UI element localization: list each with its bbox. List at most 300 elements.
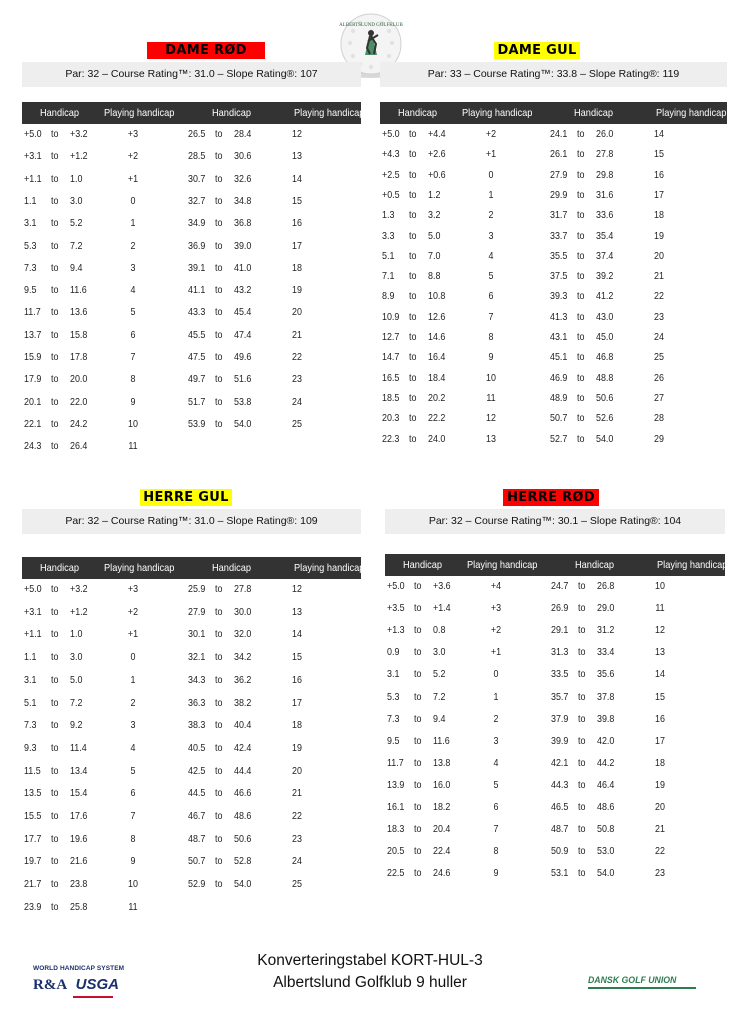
handicap-to: 45.4 [233,306,251,319]
handicap-to: 9.4 [433,712,446,725]
handicap-from: 33.5 [551,668,569,681]
range-to-label: to [51,194,59,207]
handicap-from: 7.3 [24,719,37,732]
range-to-label: to [576,168,584,181]
handicap-from: 47.5 [187,351,205,363]
range-to-label: to [214,239,222,252]
range-to-label: to [409,331,417,343]
range-to-label: to [214,150,222,163]
playing-handicap-value: 18 [655,756,665,769]
playing-handicap-value: 23 [291,832,302,845]
playing-handicap-value: 19 [655,778,665,791]
handicap-from: 26.1 [549,148,567,161]
usga-underline [73,996,113,998]
handicap-from: +2.5 [382,168,400,181]
handicap-from: 24.1 [549,128,567,140]
handicap-to: 41.2 [595,290,613,303]
range-to-label: to [576,229,584,242]
handicap-from: 40.5 [187,741,205,754]
playing-handicap-value: 10 [486,371,496,384]
range-to-label: to [578,756,586,769]
playing-handicap-value: 15 [291,651,302,664]
handicap-to: 14.6 [428,331,446,343]
range-to-label: to [51,172,59,185]
playing-handicap-value: 12 [655,624,665,637]
range-to-label: to [214,855,222,868]
playing-handicap-value: 7 [488,310,494,323]
handicap-from: 45.1 [549,351,567,364]
column-header-handicap: Handicap [211,107,251,119]
range-to-label: to [214,787,222,800]
range-to-label: to [578,690,586,703]
playing-handicap-value: 14 [291,628,302,641]
range-to-label: to [409,310,417,323]
handicap-from: 11.7 [24,306,41,319]
range-to-label: to [414,602,422,615]
handicap-from: +0.5 [382,188,400,201]
playing-handicap-value: +4 [490,580,502,592]
handicap-from: 15.5 [24,810,42,822]
range-to-label: to [409,229,417,242]
handicap-to: 46.6 [233,787,251,800]
range-to-label: to [576,310,584,323]
range-to-label: to [414,801,422,813]
playing-handicap-value: 16 [655,712,665,725]
handicap-to: 38.2 [233,696,251,709]
playing-handicap-value: 11 [486,391,496,404]
handicap-to: +3.2 [70,128,88,140]
playing-handicap-value: 25 [653,351,664,364]
section-title-dame-gul: DAME GUL [494,42,580,59]
handicap-to: 15.8 [70,328,88,341]
playing-handicap-value: +1 [490,646,502,659]
handicap-from: 22.1 [24,417,42,430]
section-title-dame-rod: DAME RØD [147,42,265,59]
handicap-to: 37.8 [597,690,615,703]
handicap-from: +5.0 [387,580,405,592]
playing-handicap-value: 28 [653,412,664,425]
playing-handicap-value: 13 [291,150,302,163]
handicap-to: 39.2 [595,270,613,283]
playing-handicap-value: 26 [653,371,664,384]
range-to-label: to [214,810,222,822]
range-to-label: to [576,432,584,445]
handicap-from: 17.9 [24,373,42,386]
handicap-to: 26.4 [70,440,88,453]
range-to-label: to [51,673,59,686]
course-info-herre-rod: Par: 32 – Course Rating™: 30.1 – Slope Rating®: 104 [385,509,725,534]
handicap-to: 43.0 [595,310,613,323]
handicap-to: 26.0 [595,128,613,140]
playing-handicap-value: 24 [291,395,302,408]
handicap-to: 7.2 [433,690,446,703]
handicap-from: 1.3 [382,209,395,222]
handicap-from: 0.9 [387,646,400,659]
range-to-label: to [51,128,59,140]
handicap-from: 5.3 [387,690,400,703]
handicap-to: 18.4 [428,371,446,384]
range-to-label: to [214,128,222,140]
handicap-from: 35.5 [549,249,567,262]
handicap-to: 35.4 [595,229,613,242]
playing-handicap-value: 16 [653,168,664,181]
handicap-to: 5.0 [70,673,83,686]
range-to-label: to [414,756,422,769]
course-info-dame-gul: Par: 33 – Course Rating™: 33.8 – Slope Rating®: 119 [380,62,727,87]
handicap-to: 40.4 [233,719,251,732]
playing-handicap-value: 3 [130,719,136,732]
playing-handicap-value: 5 [493,778,499,791]
playing-handicap-value: 2 [493,712,499,725]
table-header [380,102,727,124]
handicap-to: 43.2 [233,284,251,297]
dgu-logo-text: DANSK GOLF UNION [588,975,677,986]
range-to-label: to [214,764,222,777]
handicap-from: 10.9 [382,310,400,323]
handicap-table-dame-rod [22,102,364,462]
handicap-from: +5.0 [24,583,42,595]
handicap-to: 1.0 [70,172,83,185]
range-to-label: to [214,351,222,363]
handicap-from: 11.7 [387,756,404,769]
column-header-handicap: Handicap [211,562,251,574]
handicap-from: 21.7 [24,878,42,891]
playing-handicap-value: 0 [493,668,499,681]
range-to-label: to [51,239,59,252]
playing-handicap-value: 17 [655,734,665,747]
handicap-from: 8.9 [382,290,395,303]
handicap-to: 25.8 [70,900,88,913]
handicap-from: 36.9 [187,239,205,252]
handicap-to: 5.2 [70,217,83,230]
range-to-label: to [214,417,222,430]
handicap-to: +3.2 [70,583,88,595]
range-to-label: to [51,741,59,754]
handicap-from: 48.7 [551,823,569,836]
handicap-to: 33.6 [595,209,613,222]
handicap-to: 21.6 [70,855,88,868]
range-to-label: to [214,328,222,341]
handicap-to: 54.0 [233,878,251,891]
handicap-to: 24.0 [428,432,446,445]
range-to-label: to [51,328,59,341]
handicap-from: 34.9 [187,217,205,230]
column-header-playing-handicap: Playing handicap [293,107,364,119]
handicap-table-herre-gul [22,557,364,937]
course-info-herre-gul: Par: 32 – Course Rating™: 31.0 – Slope Rating®: 109 [22,509,361,534]
range-to-label: to [578,734,586,747]
playing-handicap-value: 24 [291,855,302,868]
playing-handicap-value: 22 [655,845,665,858]
range-to-label: to [409,188,417,201]
handicap-to: 29.0 [597,602,615,615]
handicap-from: 27.9 [549,168,567,181]
range-to-label: to [414,867,422,880]
playing-handicap-value: 13 [291,605,302,618]
range-to-label: to [414,712,422,725]
playing-handicap-value: 12 [291,583,302,595]
handicap-to: 31.6 [595,188,613,201]
handicap-from: 39.9 [551,734,569,747]
footer-title-line2: Albertslund Golfklub 9 huller [273,974,467,991]
range-to-label: to [578,624,586,637]
range-to-label: to [576,188,584,201]
playing-handicap-value: 2 [130,239,136,252]
playing-handicap-value: +1 [127,628,139,641]
column-header-playing-handicap: Playing handicap [104,562,175,574]
handicap-from: 48.9 [549,391,567,404]
playing-handicap-value: 3 [493,734,499,747]
handicap-to: 34.8 [233,194,251,207]
handicap-from: 14.7 [382,351,400,364]
handicap-from: 53.1 [551,867,569,880]
handicap-to: 51.6 [233,373,251,386]
playing-handicap-value: 3 [130,261,136,274]
range-to-label: to [578,580,586,592]
playing-handicap-value: +1 [127,172,139,185]
playing-handicap-value: 6 [130,328,136,341]
handicap-to: 13.4 [70,764,88,777]
handicap-from: 30.7 [187,172,205,185]
playing-handicap-value: 19 [291,284,302,297]
handicap-to: 31.2 [597,624,615,637]
playing-handicap-value: 5 [130,764,136,777]
handicap-to: 28.4 [233,128,251,140]
playing-handicap-value: 11 [655,602,665,615]
handicap-from: 16.1 [387,801,405,813]
handicap-to: 7.2 [70,239,83,252]
handicap-from: 37.9 [551,712,569,725]
playing-handicap-value: 4 [130,284,136,297]
handicap-to: 50.8 [597,823,615,836]
playing-handicap-value: 8 [130,373,136,386]
range-to-label: to [409,128,417,140]
handicap-from: 46.9 [549,371,567,384]
range-to-label: to [576,290,584,303]
playing-handicap-value: 14 [291,172,302,185]
playing-handicap-value: 25 [291,417,302,430]
handicap-to: 8.8 [428,270,441,283]
range-to-label: to [576,148,584,161]
playing-handicap-value: 1 [130,673,136,686]
range-to-label: to [578,668,586,681]
handicap-from: 20.5 [387,845,405,858]
column-header-playing-handicap: Playing handicap [657,559,728,571]
handicap-to: 27.8 [233,583,251,595]
range-to-label: to [214,261,222,274]
handicap-from: 44.5 [187,787,205,800]
playing-handicap-value: 18 [291,719,302,732]
handicap-from: 43.3 [187,306,205,319]
column-header-playing-handicap: Playing handicap [462,107,533,119]
playing-handicap-value: 22 [291,351,302,363]
playing-handicap-value: 25 [291,878,302,891]
playing-handicap-value: +3 [490,602,502,615]
handicap-from: 35.7 [551,690,569,703]
range-to-label: to [578,646,586,659]
playing-handicap-value: 0 [488,168,494,181]
playing-handicap-value: 20 [653,249,664,262]
playing-handicap-value: 21 [291,787,302,800]
handicap-to: 48.6 [597,801,615,813]
usga-logo-text: USGA [75,976,119,993]
range-to-label: to [51,351,59,363]
range-to-label: to [51,810,59,822]
handicap-from: 31.3 [551,646,569,659]
range-to-label: to [409,168,417,181]
playing-handicap-value: 2 [130,696,136,709]
range-to-label: to [578,778,586,791]
handicap-from: 7.1 [382,270,395,283]
handicap-from: 13.7 [24,328,42,341]
handicap-to: 30.0 [233,605,251,618]
handicap-to: 54.0 [595,432,613,445]
handicap-from: 43.1 [549,331,567,343]
range-to-label: to [409,270,417,283]
playing-handicap-value: 9 [493,867,499,880]
handicap-to: 53.8 [233,395,251,408]
handicap-to: 30.6 [233,150,251,163]
handicap-from: 49.7 [187,373,205,386]
range-to-label: to [214,832,222,845]
handicap-to: 39.0 [233,239,251,252]
handicap-to: 3.0 [70,194,83,207]
range-to-label: to [214,673,222,686]
handicap-to: 54.0 [233,417,251,430]
handicap-from: 3.1 [24,217,37,230]
handicap-to: 7.2 [70,696,83,709]
handicap-to: 10.8 [428,290,446,303]
range-to-label: to [214,194,222,207]
playing-handicap-value: 3 [488,229,494,242]
handicap-to: 18.2 [433,801,451,813]
range-to-label: to [51,373,59,386]
range-to-label: to [51,306,59,319]
range-to-label: to [414,823,422,836]
svg-text:ALBERTSLUND GOLFKLUB: ALBERTSLUND GOLFKLUB [339,23,403,28]
range-to-label: to [51,696,59,709]
playing-handicap-value: 14 [653,128,664,140]
handicap-to: 11.4 [70,741,87,754]
handicap-to: 32.0 [233,628,251,641]
playing-handicap-value: 15 [655,690,665,703]
handicap-to: 29.8 [595,168,613,181]
handicap-from: 5.1 [382,249,395,262]
playing-handicap-value: 19 [653,229,664,242]
handicap-to: 0.8 [433,624,446,637]
column-header-handicap: Handicap [40,107,80,119]
handicap-to: 50.6 [233,832,251,845]
range-to-label: to [51,900,59,913]
footer-title-line1: Konverteringstabel KORT-HUL-3 [257,952,483,969]
playing-handicap-value: 21 [653,270,664,283]
range-to-label: to [576,351,584,364]
playing-handicap-value: 4 [488,249,494,262]
range-to-label: to [578,823,586,836]
playing-handicap-value: 27 [653,391,664,404]
range-to-label: to [214,306,222,319]
range-to-label: to [214,651,222,664]
handicap-from: 50.9 [551,845,569,858]
handicap-to: 16.4 [428,351,446,364]
handicap-from: 42.5 [187,764,205,777]
range-to-label: to [214,605,222,618]
handicap-from: 29.1 [551,624,569,637]
handicap-from: 39.1 [187,261,205,274]
handicap-from: 36.3 [187,696,205,709]
handicap-to: 44.2 [597,756,615,769]
playing-handicap-value: 12 [486,412,496,425]
playing-handicap-value: 7 [130,810,136,822]
playing-handicap-value: 14 [655,668,665,681]
range-to-label: to [414,845,422,858]
handicap-from: 52.9 [187,878,205,891]
whs-logo-text: WORLD HANDICAP SYSTEM [33,965,125,972]
playing-handicap-value: 17 [291,239,302,252]
playing-handicap-value: 10 [128,878,138,891]
range-to-label: to [414,690,422,703]
range-to-label: to [578,602,586,615]
playing-handicap-value: 18 [653,209,664,222]
table-header [22,102,364,124]
handicap-to: 3.0 [70,651,83,664]
handicap-from: 9.5 [24,284,37,297]
playing-handicap-value: 19 [291,741,302,754]
playing-handicap-value: 10 [128,417,138,430]
playing-handicap-value: 16 [291,673,302,686]
handicap-from: 50.7 [549,412,567,425]
playing-handicap-value: 17 [653,188,664,201]
handicap-from: 19.7 [24,855,42,868]
range-to-label: to [409,351,417,364]
range-to-label: to [214,373,222,386]
section-title-herre-rod: HERRE RØD [503,489,599,506]
playing-handicap-value: 15 [291,194,302,207]
range-to-label: to [214,172,222,185]
handicap-to: 33.4 [597,646,615,659]
range-to-label: to [214,628,222,641]
handicap-from: +3.1 [24,605,42,618]
handicap-table-dame-gul [380,102,727,452]
handicap-to: 1.0 [70,628,83,641]
range-to-label: to [414,734,422,747]
playing-handicap-value: +2 [127,150,139,163]
playing-handicap-value: 16 [291,217,302,230]
course-info-dame-rod: Par: 32 – Course Rating™: 31.0 – Slope Rating®: 107 [22,62,361,87]
whs-logo [33,965,133,994]
playing-handicap-value: 23 [655,867,665,880]
handicap-from: 5.1 [24,696,37,709]
handicap-from: 26.5 [187,128,205,140]
playing-handicap-value: +2 [490,624,502,637]
handicap-to: 34.2 [233,651,251,664]
handicap-to: 22.0 [70,395,88,408]
playing-handicap-value: 20 [655,801,665,813]
handicap-from: 28.5 [187,150,205,163]
range-to-label: to [51,878,59,891]
range-to-label: to [414,668,422,681]
handicap-from: 5.3 [24,239,37,252]
playing-handicap-value: 7 [130,351,136,363]
handicap-from: 38.3 [187,719,205,732]
playing-handicap-value: 6 [130,787,136,800]
range-to-label: to [414,624,422,637]
handicap-to: 52.8 [233,855,251,868]
column-header-playing-handicap: Playing handicap [293,562,364,574]
playing-handicap-value: +2 [485,128,497,140]
handicap-to: 9.4 [70,261,83,274]
table-header [385,554,728,576]
